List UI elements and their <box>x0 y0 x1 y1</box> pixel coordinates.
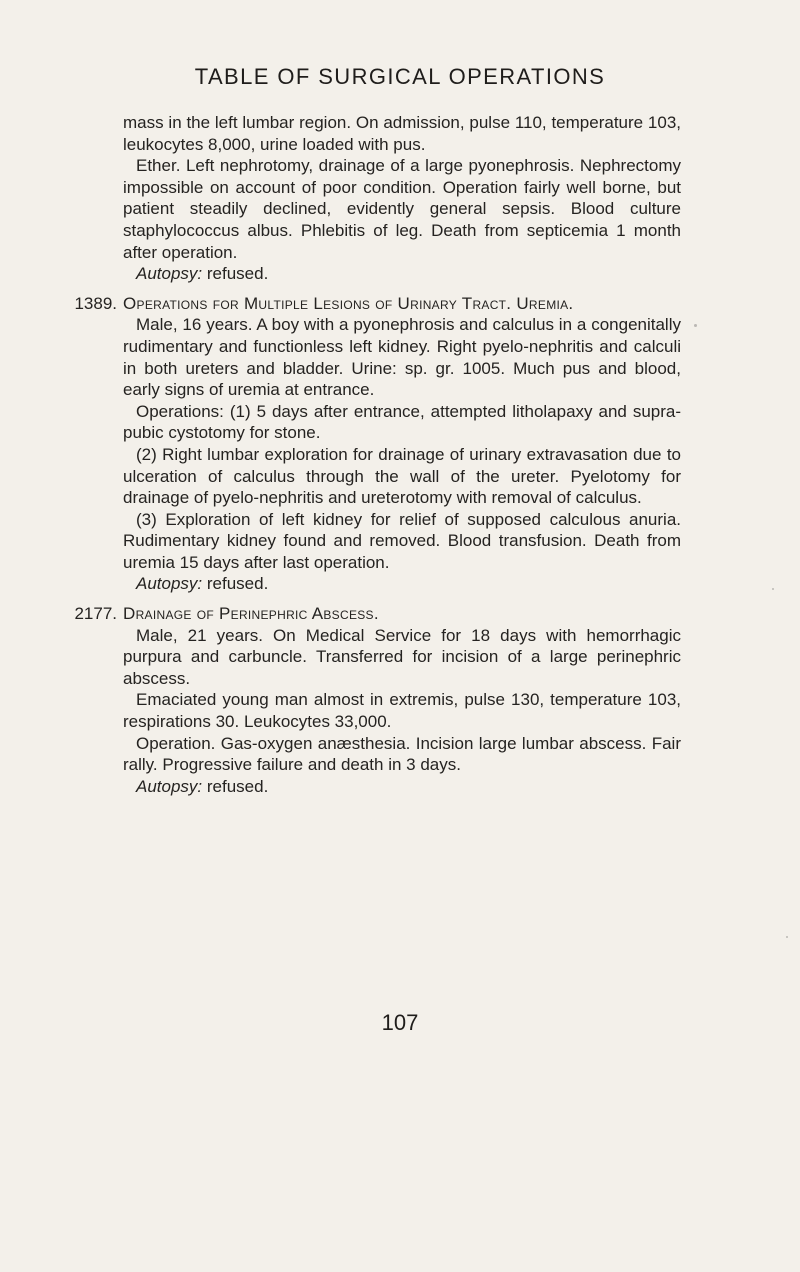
case-paragraph: (3) Exploration of left kidney for relief of supposed calculous anuria. Rudimentary kidney found and removed. Blood transfusion. Death from uremia 15 days after last operation. <box>123 509 681 572</box>
paper-speck <box>786 936 788 938</box>
case-number: 2177. <box>74 604 117 624</box>
autopsy-value: refused. <box>206 574 269 594</box>
case-paragraph: Operations: (1) 5 days after entrance, attempted litholapaxy and supra-pubic cystotomy for stone. <box>123 401 681 443</box>
case-entry <box>74 293 681 595</box>
case-number: 1389. <box>74 293 117 313</box>
autopsy-label: Autopsy: <box>136 574 203 594</box>
autopsy-line <box>123 776 681 798</box>
paper-speck <box>772 588 774 590</box>
page-body <box>74 112 681 797</box>
autopsy-label: Autopsy: <box>136 776 203 796</box>
continued-entry <box>123 112 681 285</box>
running-head: TABLE OF SURGICAL OPERATIONS <box>194 64 606 89</box>
case-paragraph: Male, 21 years. On Medical Service for 18 days with hemorrhagic purpura and carbuncle. Transferred for incision of a large perinephric abscess. <box>123 625 681 688</box>
case-paragraph: Operation. Gas-oxygen anæsthesia. Incision large lumbar abscess. Fair rally. Progressive failure and death in 3 days. <box>123 733 681 775</box>
case-title: Drainage of Perinephric Abscess. <box>123 604 379 624</box>
autopsy-line <box>123 263 681 285</box>
case-paragraph: (2) Right lumbar exploration for drainage of urinary extravasation due to ulceration of calculus through the wall of the ureter. Pyelotomy for drainage of pyelo-nephritis and ureterotomy with removal of calculus. <box>123 444 681 508</box>
page-number: 107 <box>381 1010 419 1035</box>
paper-speck <box>694 324 697 327</box>
case-paragraph: Male, 16 years. A boy with a pyonephrosis and calculus in a congenitally rudimentary and functionless left kidney. Right pyelo-nephritis and calculi in both ureters and bladder. Urine: sp. gr. 1005. Much pus and blood, early signs of uremia at entrance. <box>123 315 681 400</box>
case-title: Operations for Multiple Lesions of Urinary Tract. Uremia. <box>123 293 574 313</box>
autopsy-line <box>123 573 681 595</box>
autopsy-value: refused. <box>206 776 269 796</box>
autopsy-label: Autopsy: <box>136 264 203 284</box>
case-entry <box>74 603 681 797</box>
autopsy-value: refused. <box>206 264 269 284</box>
continued-paragraph: Ether. Left nephrotomy, drainage of a large pyonephrosis. Nephrectomy impossible on account of poor condition. Operation fairly well borne, but patient steadily declined, evidently general sepsis. Blood culture staphylococcus albus. Phlebitis of leg. Death from septicemia 1 month after operation. <box>123 156 681 262</box>
continued-paragraph: mass in the left lumbar region. On admission, pulse 110, temperature 103, leukocytes 8,000, urine loaded with pus. <box>123 113 681 154</box>
case-paragraph: Emaciated young man almost in extremis, pulse 130, temperature 103, respirations 30. Leukocytes 33,000. <box>123 690 681 732</box>
